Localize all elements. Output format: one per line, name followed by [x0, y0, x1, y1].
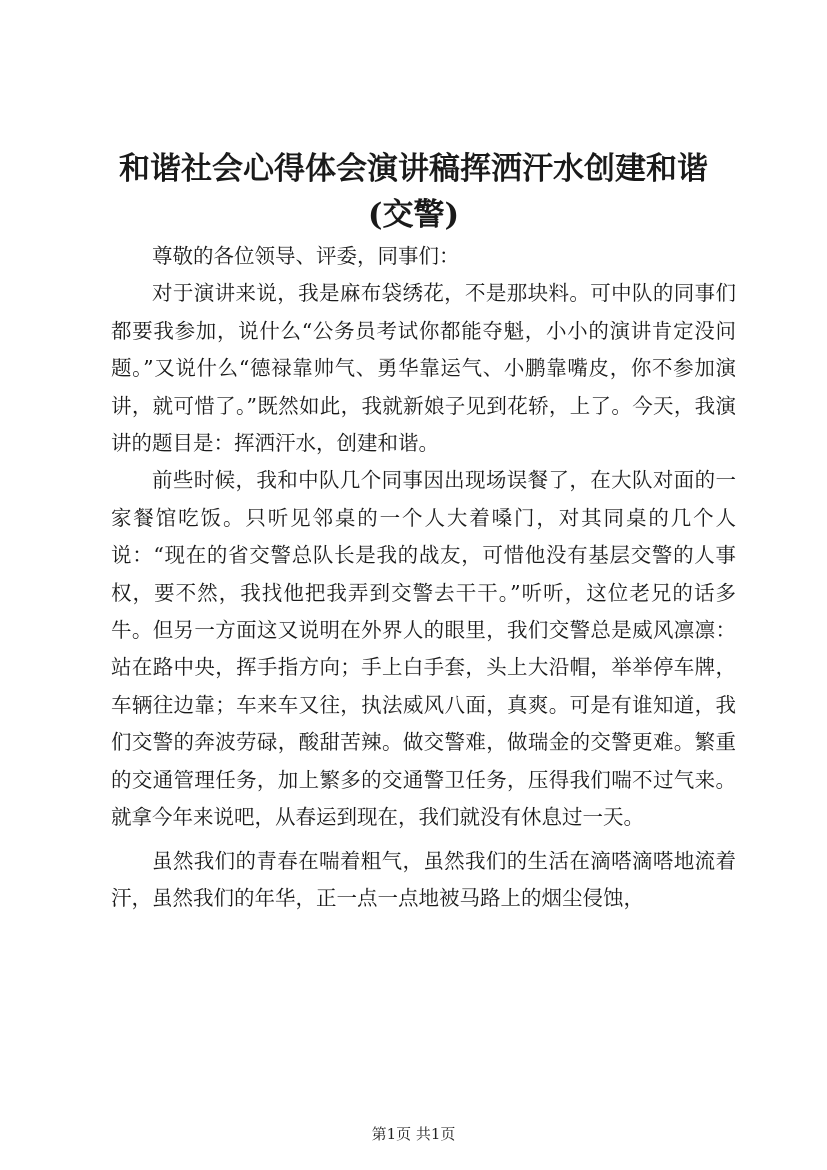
page-number: 第1页 共1页 [371, 1125, 456, 1143]
paragraph-2: 前些时候，我和中队几个同事因出现场误餐了，在大队对面的一家餐馆吃饭。只听见邻桌的一个人大着嗓门，对其同桌的几个人说：“现在的省交警总队长是我的战友，可惜他没有基层交警的人事权，要不然，我找他把我弄到交警去干干。”听听，这位老兄的话多牛。但另一方面这又说明在外界人的眼里，我们交警总是威风凛凛：站在路中央，挥手指方向；手上白手套，头上大沿帽，举举停车牌，车辆往边靠；车来车又往，执法威风八面，真爽。可是有谁知道，我们交警的奔波劳碌，酸甜苦辣。做交警难，做瑞金的交警更难。繁重的交通管理任务，加上繁多的交通警卫任务，压得我们喘不过气来。就拿今年来说吧，从春运到现在，我们就没有休息过一天。 [111, 468, 736, 830]
salutation: 尊敬的各位领导、评委，同事们： [152, 244, 460, 268]
document-title: 和谐社会心得体会演讲稿挥洒汗水创建和谐(交警) [119, 151, 708, 233]
page-footer [0, 1124, 827, 1144]
paragraph-1: 对于演讲来说，我是麻布袋绣花，不是那块料。可中队的同事们都要我参加，说什么“公务员考试你都能夺魁，小小的演讲肯定没问题。”又说什么“德禄靠帅气、勇华靠运气、小鹏靠嘴皮，你不参加演讲，就可惜了。”既然如此，我就新娘子见到花轿，上了。今天，我演讲的题目是：挥洒汗水，创建和谐。 [111, 281, 736, 456]
document-body [111, 238, 736, 917]
paragraph-3: 虽然我们的青春在喘着粗气，虽然我们的生活在滴嗒滴嗒地流着汗，虽然我们的年华，正一点一点地被马路上的烟尘侵蚀， [111, 848, 736, 910]
